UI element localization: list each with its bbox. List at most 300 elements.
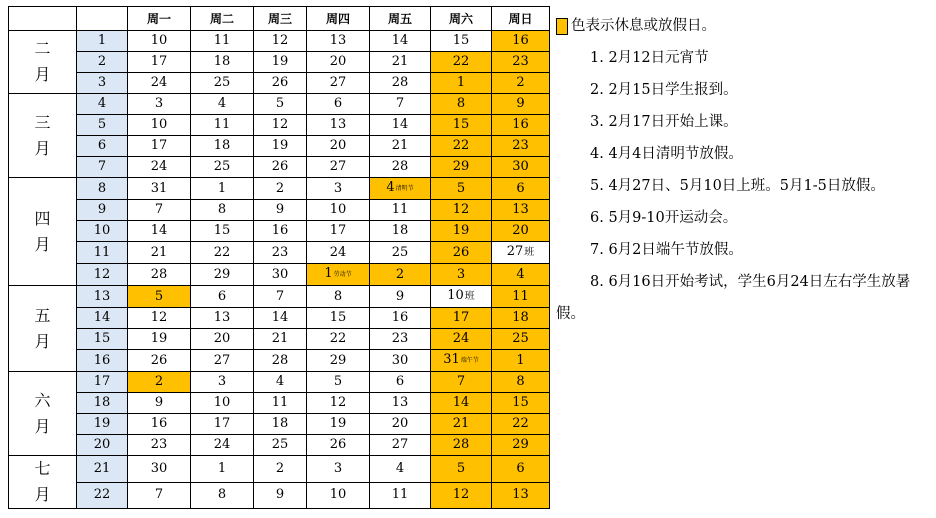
day-number: 5 <box>275 96 285 111</box>
day-number: 28 <box>150 266 168 282</box>
holiday-day-cell <box>492 94 550 115</box>
legend <box>556 10 928 42</box>
holiday-day-cell <box>492 286 550 308</box>
day-number: 15 <box>452 33 470 48</box>
day-cell <box>370 393 431 414</box>
table-row <box>9 414 550 435</box>
day-cell <box>128 178 191 200</box>
day-number: 7 <box>395 96 405 111</box>
legend-text: 色表示休息或放假日。 <box>571 18 716 34</box>
day-number: 29 <box>452 159 470 174</box>
day-number: 12 <box>452 202 470 217</box>
week-number: 9 <box>77 200 128 221</box>
day-cell <box>191 178 254 200</box>
header-cell <box>9 7 77 31</box>
day-number: 13 <box>512 202 529 217</box>
day-number: 7 <box>154 487 164 503</box>
holiday-day-cell <box>431 221 492 242</box>
day-cell <box>307 329 370 350</box>
week-number: 12 <box>77 264 128 286</box>
table-row <box>9 350 550 372</box>
day-number: 2 <box>275 460 285 476</box>
day-cell <box>191 435 254 456</box>
workday-note: 班 <box>464 291 475 302</box>
day-cell <box>128 73 191 94</box>
day-number: 20 <box>391 416 409 431</box>
holiday-day-cell <box>492 52 550 73</box>
day-number: 23 <box>271 244 289 260</box>
day-cell <box>191 200 254 221</box>
day-number: 10 <box>213 395 231 410</box>
day-number: 14 <box>271 310 289 325</box>
day-number: 6 <box>217 288 227 304</box>
day-number: 8 <box>217 202 227 217</box>
holiday-day-cell <box>431 52 492 73</box>
day-number: 28 <box>391 75 409 90</box>
table-row <box>9 242 550 264</box>
holiday-day-cell <box>431 308 492 329</box>
day-number: 12 <box>452 487 470 503</box>
day-cell <box>191 157 254 178</box>
school-calendar-table <box>8 6 550 509</box>
day-number: 20 <box>213 331 231 346</box>
week-number: 11 <box>77 242 128 264</box>
day-number: 3 <box>154 96 164 111</box>
day-cell <box>191 221 254 242</box>
day-cell <box>254 221 307 242</box>
day-number: 18 <box>213 138 231 153</box>
day-number: 9 <box>275 202 285 217</box>
week-number: 6 <box>77 136 128 157</box>
day-number: 27 <box>329 159 347 174</box>
day-cell <box>128 157 191 178</box>
day-cell <box>307 157 370 178</box>
day-cell <box>370 242 431 264</box>
day-number: 12 <box>271 117 289 132</box>
day-number: 5 <box>333 374 343 389</box>
day-number: 1 <box>456 75 466 90</box>
day-number: 8 <box>217 487 227 503</box>
day-number: 8 <box>333 288 343 304</box>
day-cell <box>191 242 254 264</box>
day-number: 15 <box>452 117 470 132</box>
day-cell <box>370 157 431 178</box>
day-cell <box>370 482 431 509</box>
day-number: 15 <box>213 223 231 238</box>
holiday-day-cell <box>431 372 492 393</box>
week-number: 1 <box>77 31 128 52</box>
holiday-day-cell <box>492 482 550 509</box>
day-cell <box>492 242 550 264</box>
day-cell <box>128 136 191 157</box>
day-cell <box>431 31 492 52</box>
day-number: 29 <box>213 266 231 282</box>
holiday-day-cell <box>431 94 492 115</box>
day-cell <box>191 52 254 73</box>
day-number: 22 <box>452 54 470 69</box>
holiday-day-cell <box>492 200 550 221</box>
day-number: 3 <box>333 460 343 476</box>
day-number: 11 <box>512 288 529 304</box>
week-number: 15 <box>77 329 128 350</box>
day-number: 11 <box>213 117 231 132</box>
day-number: 13 <box>329 33 347 48</box>
day-number: 16 <box>512 117 529 132</box>
day-cell <box>128 94 191 115</box>
day-number: 17 <box>213 416 231 431</box>
day-number: 21 <box>452 416 470 431</box>
week-number: 21 <box>77 456 128 483</box>
month-label: 二 月 <box>9 31 77 94</box>
day-number: 24 <box>150 159 168 174</box>
day-number: 25 <box>391 244 409 260</box>
day-number: 3 <box>217 374 227 389</box>
festival-note: 清明节 <box>395 185 414 192</box>
day-number: 4 <box>386 180 395 195</box>
day-cell <box>254 350 307 372</box>
day-number: 5 <box>456 460 466 476</box>
day-cell <box>307 115 370 136</box>
day-cell <box>370 31 431 52</box>
day-cell <box>128 242 191 264</box>
holiday-day-cell <box>492 136 550 157</box>
day-cell <box>370 115 431 136</box>
day-cell <box>128 482 191 509</box>
day-number: 16 <box>271 223 289 238</box>
day-number: 30 <box>271 266 289 282</box>
day-cell <box>307 435 370 456</box>
day-number: 25 <box>213 75 231 90</box>
day-number: 6 <box>516 180 525 196</box>
day-cell <box>191 350 254 372</box>
day-cell <box>128 221 191 242</box>
day-cell <box>307 221 370 242</box>
day-number: 7 <box>275 288 285 304</box>
table-row <box>9 157 550 178</box>
day-number: 26 <box>271 159 289 174</box>
table-row <box>9 435 550 456</box>
day-cell <box>370 435 431 456</box>
day-cell <box>307 178 370 200</box>
day-number: 17 <box>329 223 347 238</box>
day-number: 16 <box>150 416 168 431</box>
month-label: 四 月 <box>9 178 77 286</box>
day-cell <box>191 31 254 52</box>
day-number: 7 <box>154 202 164 217</box>
week-number: 4 <box>77 94 128 115</box>
holiday-day-cell <box>307 264 370 286</box>
day-number: 4 <box>275 374 285 389</box>
day-number: 17 <box>452 310 470 325</box>
day-cell <box>254 94 307 115</box>
day-cell <box>370 329 431 350</box>
day-number: 3 <box>456 266 466 282</box>
week-number: 16 <box>77 350 128 372</box>
table-row <box>9 115 550 136</box>
day-cell <box>370 136 431 157</box>
table-row <box>9 200 550 221</box>
table-row <box>9 178 550 200</box>
day-cell <box>191 456 254 483</box>
day-cell <box>307 308 370 329</box>
day-number: 13 <box>512 487 529 503</box>
day-number: 17 <box>150 138 168 153</box>
holiday-day-cell <box>431 178 492 200</box>
day-number: 19 <box>271 54 289 69</box>
day-number: 14 <box>452 395 470 410</box>
holiday-day-cell <box>431 435 492 456</box>
day-cell <box>191 329 254 350</box>
day-cell <box>254 393 307 414</box>
table-row <box>9 482 550 509</box>
day-number: 22 <box>213 244 231 260</box>
note-item: 4. 4月4日清明节放假。 <box>590 146 743 162</box>
day-cell <box>128 52 191 73</box>
header-cell <box>77 7 128 31</box>
holiday-day-cell <box>492 414 550 435</box>
day-number: 16 <box>512 33 529 48</box>
day-cell <box>254 178 307 200</box>
day-cell <box>254 372 307 393</box>
day-cell <box>307 482 370 509</box>
day-cell <box>370 221 431 242</box>
day-number: 26 <box>150 352 168 368</box>
day-number: 14 <box>391 117 409 132</box>
header-monday: 周一 <box>128 7 191 31</box>
day-number: 24 <box>150 75 168 90</box>
day-cell <box>370 94 431 115</box>
day-number: 9 <box>516 96 525 111</box>
day-cell <box>191 414 254 435</box>
note-item: 6. 5月9-10开运动会。 <box>590 210 738 226</box>
day-cell <box>191 115 254 136</box>
day-cell <box>370 308 431 329</box>
day-number: 18 <box>213 54 231 69</box>
workday-note: 班 <box>524 247 535 258</box>
day-number: 7 <box>456 374 466 389</box>
day-cell <box>370 350 431 372</box>
week-number: 22 <box>77 482 128 509</box>
day-cell <box>128 115 191 136</box>
day-number: 30 <box>512 159 529 174</box>
day-cell <box>254 242 307 264</box>
festival-note: 端午节 <box>460 357 479 364</box>
notes-panel <box>556 10 928 330</box>
holiday-day-cell <box>431 482 492 509</box>
day-cell <box>191 94 254 115</box>
holiday-day-cell <box>492 393 550 414</box>
day-cell <box>307 414 370 435</box>
holiday-day-cell <box>431 350 492 372</box>
holiday-day-cell <box>431 115 492 136</box>
note-item: 8. 6月16日开始考试，学生6月24日左右学生放暑假。 <box>556 274 911 322</box>
holiday-day-cell <box>492 435 550 456</box>
day-number: 21 <box>391 138 409 153</box>
day-number: 11 <box>391 202 409 217</box>
holiday-day-cell <box>492 264 550 286</box>
day-number: 12 <box>329 395 347 410</box>
holiday-day-cell <box>492 73 550 94</box>
day-cell <box>128 435 191 456</box>
note-item: 7. 6月2日端午节放假。 <box>590 242 743 258</box>
day-cell <box>254 286 307 308</box>
header-friday: 周五 <box>370 7 431 31</box>
header-wednesday: 周三 <box>254 7 307 31</box>
day-number: 26 <box>452 244 470 260</box>
holiday-day-cell <box>492 178 550 200</box>
day-number: 28 <box>391 159 409 174</box>
day-cell <box>191 286 254 308</box>
week-number: 19 <box>77 414 128 435</box>
day-cell <box>370 200 431 221</box>
day-number: 15 <box>512 395 529 410</box>
day-number: 22 <box>452 138 470 153</box>
week-number: 8 <box>77 178 128 200</box>
table-row <box>9 308 550 329</box>
holiday-day-cell <box>431 456 492 483</box>
day-number: 24 <box>452 331 470 346</box>
day-number: 23 <box>512 54 529 69</box>
day-cell <box>254 52 307 73</box>
day-number: 31 <box>443 352 460 367</box>
day-number: 5 <box>456 180 466 196</box>
week-number: 18 <box>77 393 128 414</box>
day-cell <box>191 136 254 157</box>
day-number: 6 <box>395 374 405 389</box>
day-number: 10 <box>329 202 347 217</box>
day-number: 22 <box>329 331 347 346</box>
day-number: 2 <box>395 266 405 282</box>
day-number: 23 <box>512 138 529 153</box>
holiday-day-cell <box>431 329 492 350</box>
day-number: 10 <box>329 487 347 503</box>
day-cell <box>307 73 370 94</box>
day-number: 30 <box>391 352 409 368</box>
day-number: 20 <box>329 138 347 153</box>
day-cell <box>254 329 307 350</box>
month-label: 三 月 <box>9 94 77 178</box>
day-number: 27 <box>329 75 347 90</box>
day-number: 25 <box>213 159 231 174</box>
holiday-day-cell <box>370 178 431 200</box>
day-number: 4 <box>395 460 405 476</box>
day-number: 26 <box>271 75 289 90</box>
day-cell <box>307 242 370 264</box>
holiday-color-swatch <box>556 18 568 35</box>
day-number: 6 <box>516 460 525 476</box>
day-cell <box>128 308 191 329</box>
day-number: 27 <box>213 352 231 368</box>
holiday-day-cell <box>492 31 550 52</box>
week-number: 13 <box>77 286 128 308</box>
day-cell <box>431 286 492 308</box>
week-number: 5 <box>77 115 128 136</box>
header-row <box>9 7 550 31</box>
day-number: 12 <box>271 33 289 48</box>
day-number: 24 <box>329 244 347 260</box>
day-cell <box>307 94 370 115</box>
day-number: 14 <box>150 223 168 238</box>
holiday-day-cell <box>492 350 550 372</box>
day-cell <box>254 200 307 221</box>
day-number: 25 <box>512 331 529 346</box>
holiday-day-cell <box>492 115 550 136</box>
day-number: 21 <box>391 54 409 69</box>
table-row <box>9 456 550 483</box>
day-cell <box>370 52 431 73</box>
day-number: 11 <box>213 33 231 48</box>
holiday-day-cell <box>492 157 550 178</box>
day-number: 27 <box>506 244 524 259</box>
day-number: 18 <box>271 416 289 431</box>
day-number: 20 <box>512 223 529 238</box>
week-number: 10 <box>77 221 128 242</box>
day-cell <box>128 456 191 483</box>
holiday-day-cell <box>431 157 492 178</box>
day-cell <box>307 52 370 73</box>
holiday-day-cell <box>492 329 550 350</box>
day-cell <box>307 350 370 372</box>
week-number: 2 <box>77 52 128 73</box>
header-saturday: 周六 <box>431 7 492 31</box>
week-number: 17 <box>77 372 128 393</box>
holiday-day-cell <box>492 221 550 242</box>
day-number: 11 <box>271 395 289 410</box>
day-cell <box>191 264 254 286</box>
table-row <box>9 221 550 242</box>
header-tuesday: 周二 <box>191 7 254 31</box>
day-cell <box>307 456 370 483</box>
day-cell <box>307 286 370 308</box>
day-number: 5 <box>154 288 164 304</box>
holiday-day-cell <box>431 242 492 264</box>
day-number: 8 <box>456 96 466 111</box>
day-number: 18 <box>391 223 409 238</box>
day-cell <box>307 393 370 414</box>
table-row <box>9 286 550 308</box>
holiday-day-cell <box>128 372 191 393</box>
day-number: 19 <box>271 138 289 153</box>
table-row <box>9 52 550 73</box>
day-number: 12 <box>150 310 168 325</box>
holiday-day-cell <box>431 414 492 435</box>
day-cell <box>128 31 191 52</box>
day-number: 1 <box>217 460 227 476</box>
day-number: 28 <box>452 437 470 452</box>
day-number: 14 <box>391 33 409 48</box>
month-label: 七 月 <box>9 456 77 509</box>
day-number: 21 <box>271 331 289 346</box>
day-number: 2 <box>275 180 285 196</box>
holiday-day-cell <box>431 200 492 221</box>
day-cell <box>254 308 307 329</box>
day-cell <box>254 482 307 509</box>
day-cell <box>191 73 254 94</box>
day-number: 3 <box>333 180 343 196</box>
day-number: 11 <box>391 487 409 503</box>
day-cell <box>254 136 307 157</box>
header-sunday: 周日 <box>492 7 550 31</box>
day-cell <box>254 414 307 435</box>
day-cell <box>128 350 191 372</box>
day-number: 31 <box>150 180 168 196</box>
day-cell <box>128 264 191 286</box>
table-row <box>9 264 550 286</box>
note-item: 3. 2月17日开始上课。 <box>590 114 738 130</box>
day-number: 20 <box>329 54 347 69</box>
table-row <box>9 372 550 393</box>
day-number: 30 <box>150 460 168 476</box>
